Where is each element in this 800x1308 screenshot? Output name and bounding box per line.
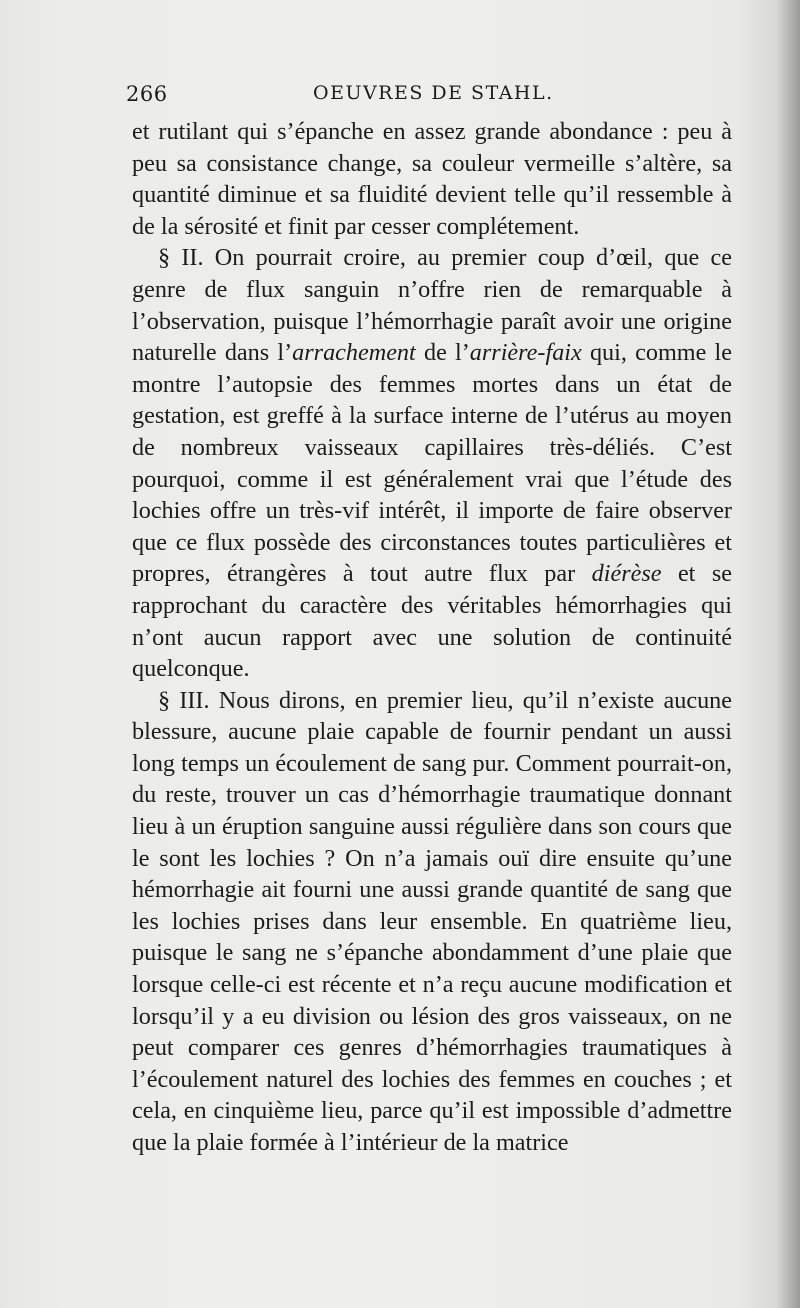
running-head: OEUVRES DE STAHL.	[313, 82, 554, 104]
text-segment: qui, comme le montre l’autopsie des femmes mortes dans un état de gestation, est greffé à la surface interne de l’utérus au moyen de nombreux vaisseaux capillaires très-déliés. C’est pourquoi, comme il est généralement vrai que l’étude des lochies offre un très-vif intérêt, il importe de faire observer que ce flux possède des circonstances toutes particulières et propres, étrangères à tout autre flux par	[132, 339, 732, 588]
text-segment: et se rapprochant du caractère des véritables hémorrhagies qui n’ont aucun rapport avec une solution de continuité quelconque.	[132, 560, 732, 683]
text-segment: et rutilant qui s’épanche en assez grande abondance : peu à peu sa consistance change, sa couleur vermeille s’altère, sa quantité diminue et sa fluidité devient telle qu’il ressemble à de la sérosité et finit par cesser complétement.	[132, 118, 732, 240]
italic-term-dierese: diérèse	[591, 560, 662, 588]
text-segment: de l’	[415, 339, 470, 367]
italic-term-arrachement: arrachement	[292, 339, 416, 367]
italic-term-arriere-faix: arrière-faix	[469, 339, 582, 367]
paragraph-section-ii	[132, 242, 732, 684]
text-segment: § III. Nous dirons, en premier lieu, qu’il n’existe aucune blessure, aucune plaie capable de fournir pendant un aussi long temps un écoulement de sang pur. Comment pourrait-on, du reste, trouver un cas d’hémorrhagie traumatique donnant lieu à un éruption sanguine aussi régulière dans son cours que le sont les lochies ? On n’a jamais ouï dire ensuite qu’une hémorrhagie ait fourni une aussi grande quantité de sang que les lochies prises dans leur ensemble. En quatrième lieu, puisque le sang ne s’épanche abondamment d’une plaie que lorsque celle-ci est récente et n’a reçu aucune modification et lorsqu’il y a eu division ou lésion des gros vaisseaux, on ne peut comparer ces genres d’hémorrhagies traumatiques à l’écoulement naturel des lochies des femmes en couches ; et cela, en cinquième lieu, parce qu’il est impossible d’admettre que la plaie formée à l’intérieur de la matrice	[132, 686, 732, 1156]
paragraph-section-iii	[132, 685, 732, 1159]
text-segment: § II. On pourrait croire, au premier coup d’œil, que ce genre de flux sanguin n’offre rien de remarquable à l’observation, puisque l’hémorrhagie paraît avoir une origine naturelle dans l’	[132, 244, 732, 367]
paragraph-continuation	[132, 116, 732, 242]
page-header	[123, 82, 733, 112]
page-number: 266	[126, 82, 168, 106]
body-text	[132, 116, 732, 1159]
